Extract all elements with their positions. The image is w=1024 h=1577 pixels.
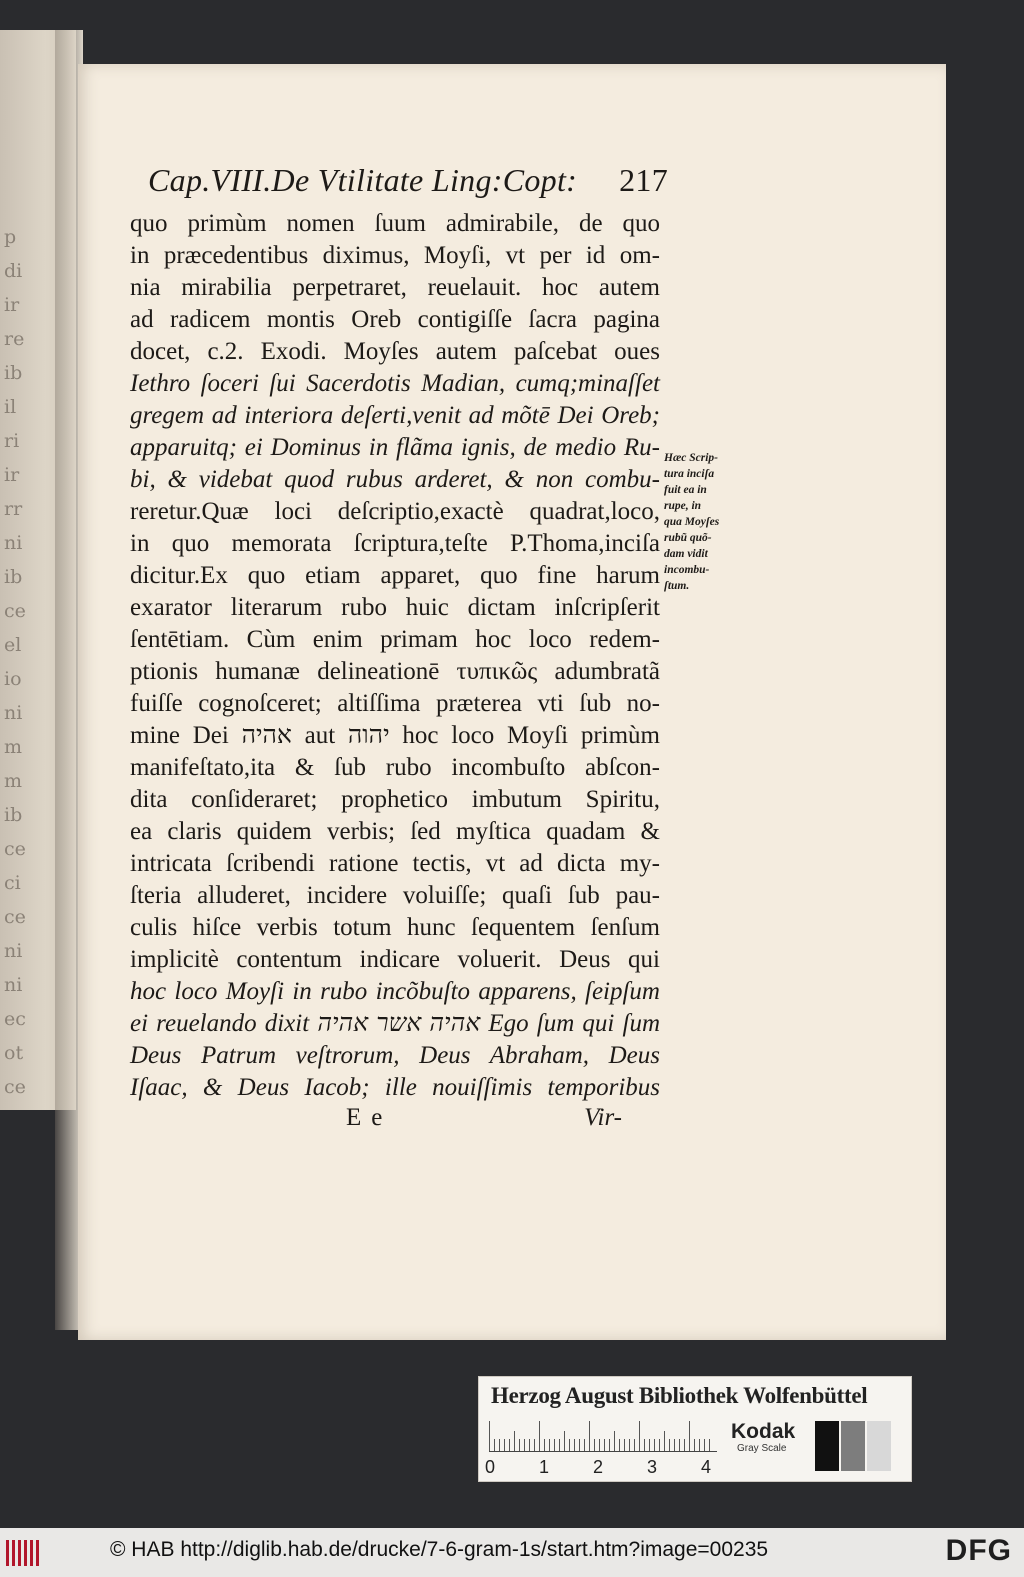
gray-swatch [841, 1421, 865, 1471]
margin-note-line: qua Moyſes [664, 516, 720, 528]
color-scale-card [478, 1376, 912, 1482]
ruler-tick [689, 1421, 690, 1451]
library-name: Herzog August Bibliothek Wolfenbüttel [491, 1383, 868, 1408]
body-text [130, 208, 660, 1104]
ruler-number: 2 [593, 1457, 604, 1477]
left-page-glyph: ce [4, 1076, 26, 1098]
ruler-tick [669, 1439, 670, 1451]
ruler-tick [564, 1431, 565, 1451]
left-page-glyph: io [4, 668, 22, 690]
signature-mark: Ee [346, 1104, 393, 1131]
ruler-tick [489, 1421, 490, 1451]
left-page-glyph: ni [4, 532, 23, 554]
ruler-tick [494, 1439, 495, 1451]
left-page-glyph: ni [4, 702, 23, 724]
ruler-tick [554, 1439, 555, 1451]
ruler-tick [709, 1439, 710, 1451]
ruler-tick [664, 1431, 665, 1451]
left-page-glyph: ce [4, 906, 26, 928]
page-footer [130, 1104, 660, 1136]
left-page-glyph: ri [4, 430, 20, 452]
left-page-glyphs [4, 220, 28, 1104]
margin-note-line: rubũ quõ- [664, 532, 712, 544]
left-page-glyph: ir [4, 294, 20, 316]
gray-swatch [867, 1421, 891, 1471]
ruler-tick [649, 1439, 650, 1451]
text-line: in quo memorata ſcriptura,teſte P.Thoma,inciſa [130, 530, 660, 557]
text-line: ad radicem montis Oreb contigiſſe ſacra pagina [130, 306, 660, 333]
ruler [489, 1421, 717, 1452]
text-line: fuiſſe cognoſceret; altiſſima præterea vti ſub no- [130, 690, 660, 717]
ruler-tick [539, 1421, 540, 1451]
ruler-tick [609, 1439, 610, 1451]
ruler-tick [699, 1439, 700, 1451]
left-page-glyph: m [4, 736, 23, 758]
ruler-tick [684, 1439, 685, 1451]
text-line: intricata ſcribendi ratione tectis, vt ad dicta my- [130, 850, 660, 877]
ruler-tick [634, 1439, 635, 1451]
text-line: apparuitq; ei Dominus in flãma ignis, de medio Ru- [130, 434, 660, 461]
left-page-glyph: m [4, 770, 23, 792]
ruler-tick [584, 1439, 585, 1451]
margin-note-line: fuit ea in [664, 484, 707, 496]
ruler-tick [629, 1439, 630, 1451]
margin-note-line: Hæc Scrip- [664, 452, 718, 464]
ruler-tick [639, 1421, 640, 1451]
ruler-tick [509, 1439, 510, 1451]
margin-note-line: rupe, in [664, 500, 702, 512]
ruler-tick [694, 1439, 695, 1451]
ruler-tick [679, 1439, 680, 1451]
text-line: reretur.Quæ loci deſcriptio,exactè quadrat,loco, [130, 498, 660, 525]
margin-note-line: ſtum. [664, 580, 690, 592]
left-page-glyph: ni [4, 974, 23, 996]
left-page-glyph: el [4, 634, 22, 656]
text-line: dicitur.Ex quo etiam apparet, quo fine harum [130, 562, 660, 589]
text-line: gregem ad interiora deſerti,venit ad mõtē Dei Oreb; [130, 402, 660, 429]
gray-swatch [815, 1421, 839, 1471]
left-page-glyph: ot [4, 1042, 24, 1064]
text-line: ſentētiam. Cùm enim primam hoc loco redem- [130, 626, 660, 653]
ruler-tick [504, 1439, 505, 1451]
ruler-tick [549, 1439, 550, 1451]
kodak-brand: Kodak [731, 1420, 796, 1443]
hab-logo-icon [6, 1540, 46, 1566]
text-line: hoc loco Moyſi in rubo incõbuſto apparens, ſeipſum [130, 978, 660, 1005]
ruler-tick [574, 1439, 575, 1451]
margin-note-line: incombu- [664, 564, 710, 576]
text-line: Iſaac, & Deus Iacob; ille nouiſſimis temporibus [130, 1074, 660, 1101]
ruler-tick [589, 1421, 590, 1451]
text-line: manifeſtato,ita & ſub rubo incombuſto abſcon- [130, 754, 660, 781]
catchword: Vir- [584, 1104, 622, 1131]
ruler-tick [604, 1439, 605, 1451]
ruler-tick [514, 1431, 515, 1451]
ruler-number: 3 [647, 1457, 658, 1477]
viewer-footer [0, 1528, 1024, 1577]
text-line: nia mirabilia perpetraret, reuelauit. hoc autem [130, 274, 660, 301]
ruler-tick [644, 1439, 645, 1451]
text-line: mine Dei אהיה aut יהוה hoc loco Moyſi primùm [130, 722, 660, 749]
text-line: culis hiſce verbis totum hunc ſequentem ſenſum [130, 914, 660, 941]
ruler-tick [519, 1439, 520, 1451]
left-page-glyph: ec [4, 1008, 26, 1030]
text-line: dita conſideraret; prophetico imbutum Spiritu, [130, 786, 660, 813]
ruler-tick [619, 1439, 620, 1451]
margin-note-line: tura inciſa [664, 468, 715, 480]
margin-note-line: dam vidit [664, 548, 708, 560]
text-line: ei reuelando dixit אהיה אשר אהיה Ego ſum qui ſum [130, 1010, 660, 1037]
ruler-tick [624, 1439, 625, 1451]
ruler-numbers [485, 1457, 729, 1477]
ruler-tick [524, 1439, 525, 1451]
left-page-glyph: il [4, 396, 17, 418]
left-page-glyph: ib [4, 804, 23, 826]
left-page-glyph: p [4, 226, 17, 248]
ruler-tick [544, 1439, 545, 1451]
text-line: bi, & videbat quod rubus arderet, & non combu- [130, 466, 660, 493]
ruler-tick [659, 1439, 660, 1451]
ruler-tick [614, 1431, 615, 1451]
running-head-title: Cap.VIII.De Vtilitate Ling:Copt: [148, 162, 578, 198]
text-line: ea claris quidem verbis; ſed myſtica quadam & [130, 818, 660, 845]
ruler-tick [674, 1439, 675, 1451]
text-line: ſteria alluderet, incidere voluiſſe; quaſi ſub pau- [130, 882, 660, 909]
kodak-logo [731, 1421, 795, 1454]
text-line: in præcedentibus diximus, Moyſi, vt per id om- [130, 242, 660, 269]
ruler-tick [499, 1439, 500, 1451]
ruler-number: 0 [485, 1457, 496, 1477]
left-page-glyph: ce [4, 838, 26, 860]
left-page-glyph: rr [4, 498, 23, 520]
left-page-glyph: ib [4, 566, 23, 588]
ruler-tick [594, 1439, 595, 1451]
dfg-logo: DFG [945, 1534, 1012, 1567]
left-page-glyph: ir [4, 464, 20, 486]
ruler-tick [599, 1439, 600, 1451]
page-number: 217 [619, 162, 668, 198]
ruler-tick [559, 1439, 560, 1451]
left-page-glyph: ni [4, 940, 23, 962]
ruler-tick [569, 1439, 570, 1451]
left-page-glyph: ci [4, 872, 21, 894]
ruler-tick [534, 1439, 535, 1451]
ruler-tick [579, 1439, 580, 1451]
text-line: exarator literarum rubo huic dictam inſcripſerit [130, 594, 660, 621]
running-head [148, 162, 668, 199]
text-line: ptionis humanæ delineationē τυπικῶς adumbratã [130, 658, 660, 685]
kodak-sub: Gray Scale [737, 1443, 787, 1454]
ruler-tick [529, 1439, 530, 1451]
permalink-text[interactable]: © HAB http://diglib.hab.de/drucke/7-6-gram-1s/start.htm?image=00235 [110, 1538, 769, 1561]
text-line: docet, c.2. Exodi. Moyſes autem paſcebat oues [130, 338, 660, 365]
text-line: implicitè contentum indicare voluerit. Deus qui [130, 946, 660, 973]
ruler-number: 1 [539, 1457, 550, 1477]
text-line: Deus Patrum veſtrorum, Deus Abraham, Deus [130, 1042, 660, 1069]
margin-note [664, 450, 748, 594]
text-line: quo primùm nomen ſuum admirabile, de quo [130, 210, 660, 237]
left-page-glyph: ce [4, 600, 26, 622]
ruler-tick [654, 1439, 655, 1451]
ruler-tick [704, 1439, 705, 1451]
left-page-glyph: di [4, 260, 23, 282]
text-line: Iethro ſoceri ſui Sacerdotis Madian, cumq;minaſſet [130, 370, 660, 397]
left-page-glyph: ib [4, 362, 23, 384]
ruler-number: 4 [701, 1457, 712, 1477]
left-page-glyph: re [4, 328, 25, 350]
